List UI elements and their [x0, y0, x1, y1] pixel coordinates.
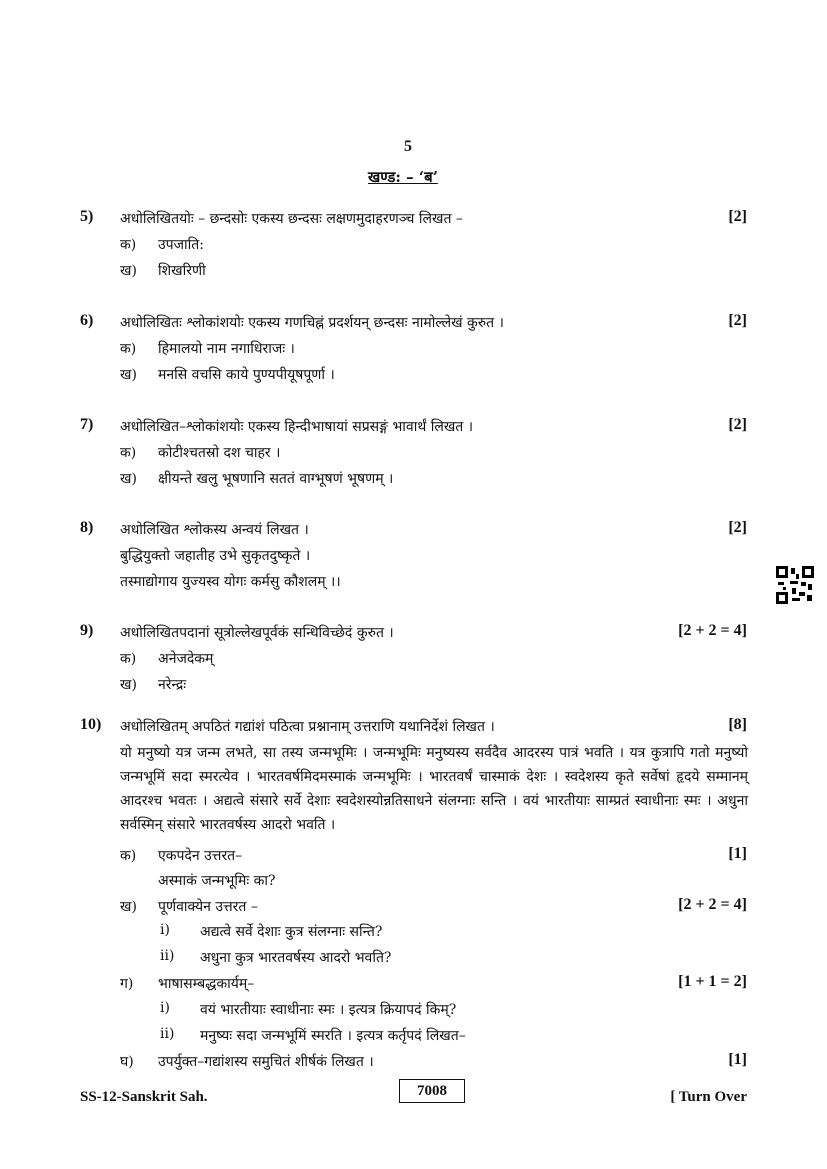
- question-text: अधोलिखितः श्लोकांशयोः एकस्य गणचिह्नं प्रदर्शयन् छन्दसः नामोल्लेखं कुरुत ।: [120, 315, 504, 331]
- sub-question-label: ii): [160, 948, 175, 964]
- sub-question-label: i): [160, 922, 170, 938]
- sub-question-label: ii): [160, 1026, 175, 1042]
- question-text: अधोलिखितपदानां सूत्रोल्लेखपूर्वकं सन्धिविच्छेदं कुरुत ।: [120, 625, 394, 641]
- page-number: 5: [404, 138, 412, 155]
- question-marks: [2]: [728, 519, 747, 536]
- option-label: क): [120, 341, 137, 357]
- question-marks: [8]: [728, 716, 747, 733]
- part-marks: [1 + 1 = 2]: [678, 973, 747, 990]
- option-text: शिखरिणी: [158, 263, 206, 279]
- unseen-passage: यो मनुष्यो यत्र जन्म लभते, सा तस्य जन्मभूमिः । जन्मभूमिः मनुष्यस्य सर्वदैव आदरस्य पात्रं भवति । यत्र कुत्रापि गतो मनुष्यो जन्मभूमिं सदा स्मरत्येव । भारतवर्षमिदमस्माकं जन्मभूमिः । भारतवर्षं चास्माकं देशः । स्वदेशस्य कृते सर्वेषां हृदये सम्मानम् आदरश्च भवतः । अद्यत्वे संसारे सर्वे देशाः स्वदेशस्योन्नतिसाधने संलग्नाः सन्ति । वयं भारतीयाः साम्प्रतं स्वाधीनाः स्मः । अधुना सर्वस्मिन् संसारे भारतवर्षस्य आदरो भवति ।: [120, 745, 748, 833]
- question-number: 7): [80, 416, 94, 433]
- sub-question-text: अस्माकं जन्मभूमिः का?: [158, 873, 276, 889]
- option-label: ख): [120, 367, 137, 383]
- sub-question-text: अद्यत्वे सर्वे देशाः कुत्र संलग्नाः सन्ति?: [200, 924, 383, 940]
- question-number: 6): [80, 312, 94, 329]
- part-text: पूर्णवाक्येन उत्तरत –: [158, 899, 258, 915]
- option-label: ख): [120, 263, 137, 279]
- question-text: अधोलिखित श्लोकस्य अन्वयं लिखत ।: [120, 522, 309, 538]
- part-label: घ): [120, 1054, 134, 1070]
- question-marks: [2]: [728, 312, 747, 329]
- sub-question-text: मनुष्यः सदा जन्मभूमिं स्मरति । इत्यत्र कर्तृपदं लिखत–: [200, 1028, 466, 1044]
- option-label: ख): [120, 471, 137, 487]
- question-marks: [2]: [728, 416, 747, 433]
- option-text: अनेजदेकम्: [158, 651, 214, 667]
- option-text: हिमालयो नाम नगाधिराजः ।: [158, 341, 295, 357]
- option-text: उपजाति:: [158, 237, 204, 253]
- part-marks: [1]: [728, 1051, 747, 1068]
- sub-question-label: i): [160, 1000, 170, 1016]
- shloka-line: तस्माद्योगाय युज्यस्व योगः कर्मसु कौशलम् ।।: [120, 574, 341, 590]
- part-marks: [1]: [728, 845, 747, 862]
- section-title: खण्ड: – ‘ब’: [368, 168, 438, 186]
- shloka-line: बुद्धियुक्तो जहातीह उभे सुकृतदुष्कृते ।: [120, 548, 311, 564]
- part-label: ग): [120, 976, 134, 992]
- question-number: 9): [80, 622, 94, 639]
- sub-question-text: अधुना कुत्र भारतवर्षस्य आदरो भवति?: [200, 950, 392, 966]
- question-text: अधोलिखितम् अपठितं गद्यांशं पठित्वा प्रश्नानाम् उत्तराणि यथानिर्देशं लिखत ।: [120, 719, 495, 735]
- option-label: ख): [120, 677, 137, 693]
- option-text: कोटीश्चतस्रो दश चाहर ।: [158, 445, 281, 461]
- question-text: अधोलिखितयोः – छन्दसोः एकस्य छन्दसः लक्षणमुदाहरणञ्च लिखत –: [120, 211, 463, 227]
- question-number: 8): [80, 519, 94, 536]
- part-text: उपर्युक्त–गद्यांशस्य समुचितं शीर्षकं लिखत ।: [158, 1054, 374, 1070]
- option-label: क): [120, 651, 137, 667]
- part-text: एकपदेन उत्तरत–: [158, 848, 243, 864]
- option-label: क): [120, 445, 137, 461]
- footer-paper-code: SS-12-Sanskrit Sah.: [80, 1089, 208, 1105]
- option-label: क): [120, 237, 137, 253]
- question-number: 5): [80, 208, 94, 225]
- part-text: भाषासम्बद्धकार्यम्–: [158, 976, 255, 992]
- question-number: 10): [80, 716, 102, 733]
- footer-code-box: 7008: [399, 1079, 465, 1103]
- question-marks: [2 + 2 = 4]: [678, 622, 747, 639]
- question-text: अधोलिखित–श्लोकांशयोः एकस्य हिन्दीभाषायां सप्रसङ्गं भावार्थं लिखत ।: [120, 419, 474, 435]
- part-marks: [2 + 2 = 4]: [678, 896, 747, 913]
- option-text: मनसि वचसि काये पुण्यपीयूषपूर्णा ।: [158, 367, 335, 383]
- option-text: नरेन्द्रः: [158, 677, 187, 693]
- question-marks: [2]: [728, 208, 747, 225]
- turn-over-label: [ Turn Over: [670, 1089, 747, 1105]
- option-text: क्षीयन्ते खलु भूषणानि सततं वाग्भूषणं भूषणम् ।: [158, 471, 394, 487]
- part-label: क): [120, 848, 137, 864]
- sub-question-text: वयं भारतीयाः स्वाधीनाः स्मः । इत्यत्र क्रियापदं किम्?: [200, 1002, 457, 1018]
- qr-code-icon: [776, 566, 814, 604]
- part-label: ख): [120, 899, 137, 915]
